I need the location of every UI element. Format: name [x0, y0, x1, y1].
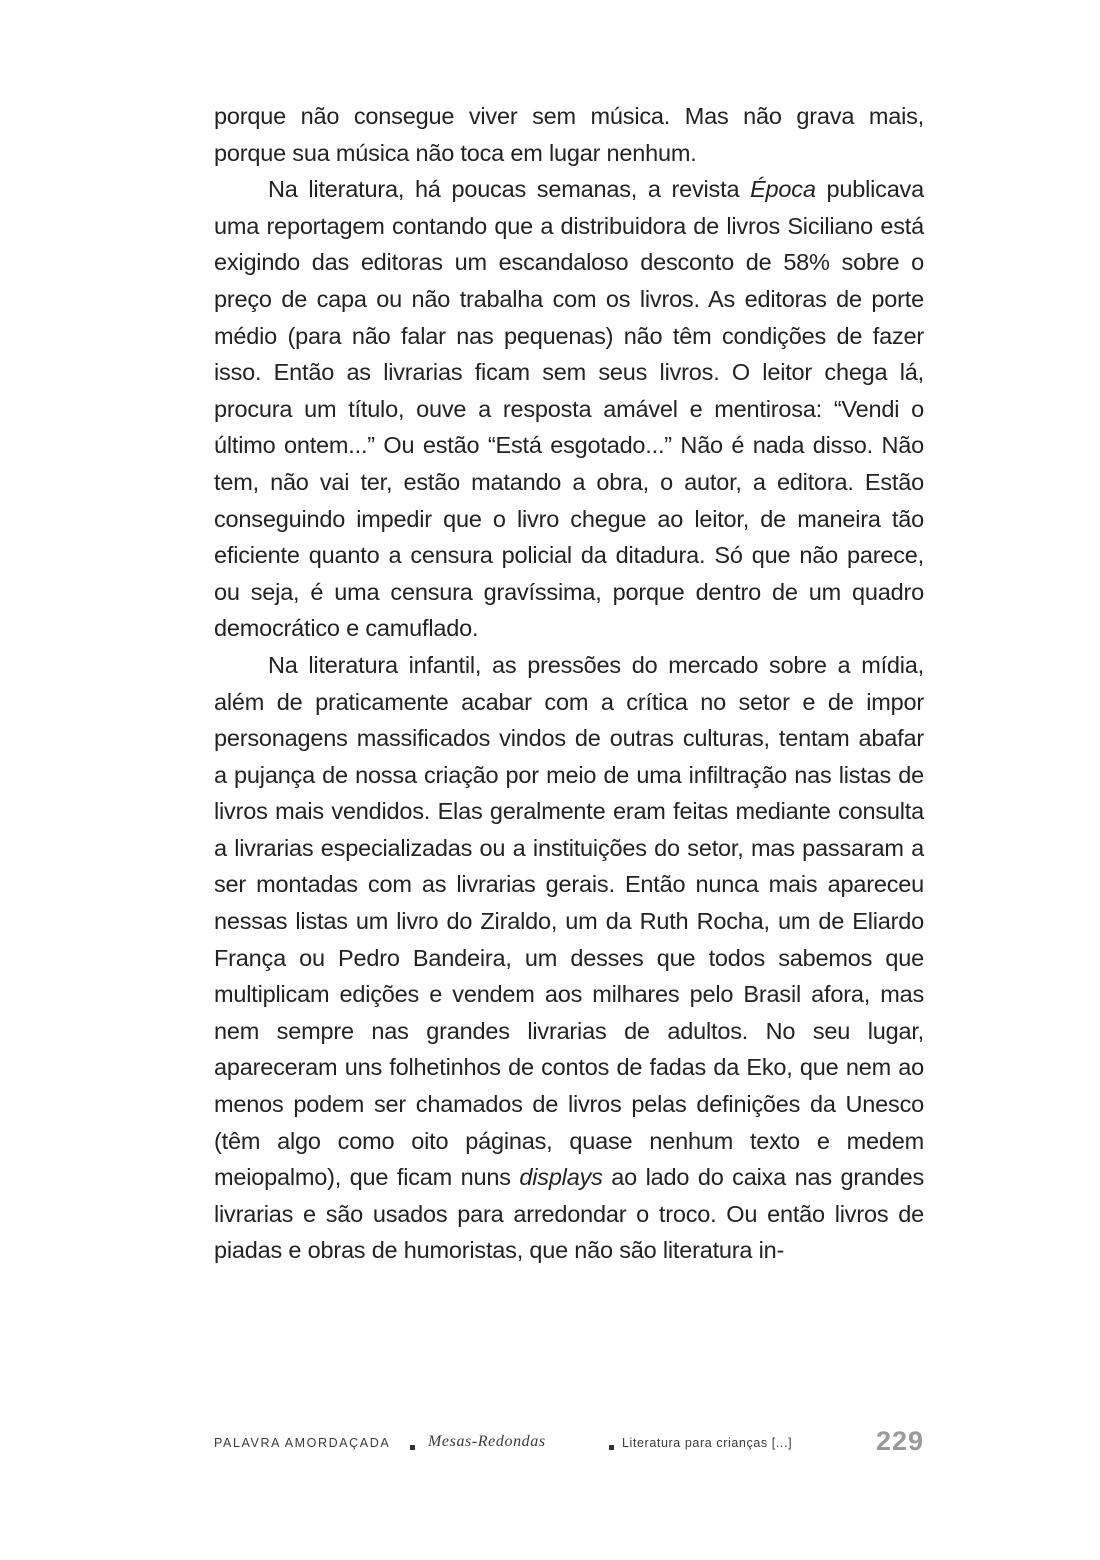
- paragraph-3: [214, 647, 924, 1269]
- italic-term: Época: [750, 176, 816, 203]
- body-text: [214, 98, 924, 1269]
- text-run: porque não consegue viver sem música. Mas não grava mais, porque sua música não toca em lugar nenhum.: [214, 103, 924, 166]
- text-run: ao lado do caixa nas grandes livrarias e são usados para arredondar o troco. Ou então livros de piadas e obras de humoristas, que não são literatura in-: [214, 1164, 924, 1264]
- paragraph-2: [214, 171, 924, 647]
- footer-book-title: PALAVRA AMORDAÇADA: [214, 1436, 391, 1450]
- text-run: Na literatura, há poucas semanas, a revista: [268, 176, 751, 203]
- footer-chapter-title: Literatura para crianças [...]: [622, 1436, 793, 1450]
- footer-separator-bullet: [410, 1445, 415, 1450]
- text-run: publicava uma reportagem contando que a distribuidora de livros Siciliano está exigindo das editoras um escandaloso desconto de 58% sobre o preço de capa ou não trabalha com os livros. As editoras de porte médio (para não falar nas pequenas) não têm condições de fazer isso. Então as livrarias ficam sem seus livros. O leitor chega lá, procura um título, ouve a resposta amável e mentirosa: “Vendi o último ontem...” Ou estão “Está esgotado...” Não é nada disso. Não tem, não vai ter, estão matando a obra, o autor, a editora. Estão conseguindo impedir que o livro chegue ao leitor, de maneira tão eficiente quanto a censura policial da ditadura. Só que não parece, ou seja, é uma censura gravíssima, porque dentro de um quadro democrático e camuflado.: [214, 176, 924, 642]
- running-footer: [214, 1426, 926, 1466]
- footer-section-title: Mesas-Redondas: [428, 1433, 546, 1450]
- page-number: 229: [875, 1426, 924, 1456]
- text-run: Na literatura infantil, as pressões do mercado sobre a mídia, além de praticamente acabar com a crítica no setor e de impor personagens massificados vindos de outras culturas, tentam abafar a pujança de nossa criação por meio de uma infiltração nas listas de livros mais vendidos. Elas geralmente eram feitas mediante consulta a livrarias especializadas ou a instituições do setor, mas passaram a ser montadas com as livrarias gerais. Então nunca mais apareceu nessas listas um livro do Ziraldo, um da Ruth Rocha, um de Eliardo França ou Pedro Bandeira, um desses que todos sabemos que multiplicam edições e vendem aos milhares pelo Brasil afora, mas nem sempre nas grandes livrarias de adultos. No seu lugar, apareceram uns folhetinhos de contos de fadas da Eko, que nem ao menos podem ser chamados de livros pelas definições da Unesco (têm algo como oito páginas, quase nenhum texto e medem meiopalmo), que ficam nuns: [214, 651, 924, 1191]
- italic-term: displays: [519, 1164, 603, 1191]
- paragraph-1: [214, 98, 924, 171]
- footer-separator-bullet: [609, 1445, 614, 1450]
